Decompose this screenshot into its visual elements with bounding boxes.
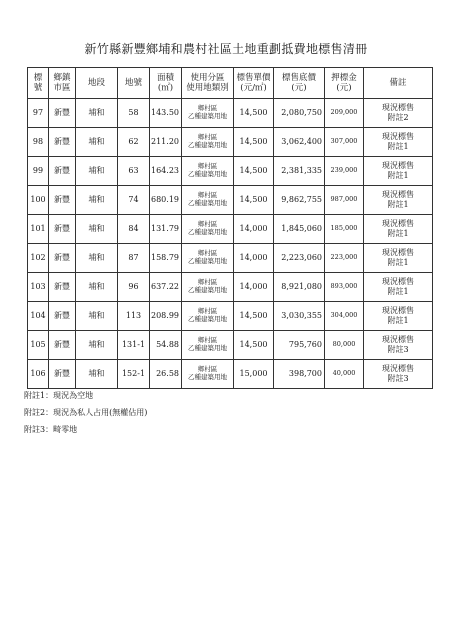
cell-no: 102 xyxy=(28,244,49,273)
cell-section: 埔和 xyxy=(76,273,118,302)
header-no xyxy=(28,68,49,99)
header-row xyxy=(28,68,433,99)
remark-note: 附註1 xyxy=(387,229,409,238)
land-use-label: 乙種建築用地 xyxy=(188,199,227,207)
cell-unit-price: 14,500 xyxy=(234,186,274,215)
cell-zone xyxy=(182,157,234,186)
cell-base-price: 398,700 xyxy=(274,360,325,389)
cell-area: 211.20 xyxy=(150,128,182,157)
cell-town: 新豐 xyxy=(49,302,76,331)
header-area-line1: 面積 xyxy=(156,72,174,83)
cell-lot: 63 xyxy=(118,157,150,186)
remark-status: 現況標售 xyxy=(382,277,414,287)
header-base-price-line1: 標售底價 xyxy=(281,72,316,83)
cell-remark xyxy=(364,273,433,302)
remark-status: 現況標售 xyxy=(382,190,414,200)
cell-base-price: 3,062,400 xyxy=(274,128,325,157)
cell-base-price: 3,030,355 xyxy=(274,302,325,331)
land-use-label: 乙種建築用地 xyxy=(188,344,227,352)
header-zone xyxy=(182,68,234,99)
cell-section: 埔和 xyxy=(76,157,118,186)
cell-no: 98 xyxy=(28,128,49,157)
land-use-label: 乙種建築用地 xyxy=(188,112,227,120)
remark-note: 附註1 xyxy=(387,200,409,209)
cell-remark xyxy=(364,244,433,273)
cell-town: 新豐 xyxy=(49,273,76,302)
table-row xyxy=(28,157,433,186)
cell-deposit: 304,000 xyxy=(325,302,364,331)
page-title: 新竹縣新豐鄉埔和農村社區土地重劃抵費地標售清冊 xyxy=(84,42,368,56)
cell-area: 143.50 xyxy=(150,99,182,128)
table-row xyxy=(28,244,433,273)
zone-label: 鄉村區 xyxy=(197,104,218,113)
cell-zone xyxy=(182,215,234,244)
cell-town: 新豐 xyxy=(49,128,76,157)
cell-no: 101 xyxy=(28,215,49,244)
cell-base-price: 8,921,080 xyxy=(274,273,325,302)
remark-note: 附註1 xyxy=(387,258,409,267)
remark-note: 附註1 xyxy=(387,287,409,296)
header-lot: 地號 xyxy=(118,68,150,99)
zone-label: 鄉村區 xyxy=(197,365,218,374)
cell-area: 637.22 xyxy=(150,273,182,302)
cell-no: 97 xyxy=(28,99,49,128)
remark-status: 現況標售 xyxy=(382,219,414,229)
header-zone-line1: 使用分區 xyxy=(190,72,225,83)
remark-status: 現況標售 xyxy=(382,248,414,258)
footnotes xyxy=(24,387,147,438)
land-use-label: 乙種建築用地 xyxy=(188,286,227,294)
cell-no: 100 xyxy=(28,186,49,215)
cell-deposit: 209,000 xyxy=(325,99,364,128)
cell-remark xyxy=(364,360,433,389)
table-row xyxy=(28,360,433,389)
cell-deposit: 80,000 xyxy=(325,331,364,360)
header-no-line2: 號 xyxy=(33,83,43,93)
cell-section: 埔和 xyxy=(76,244,118,273)
cell-base-price: 9,862,755 xyxy=(274,186,325,215)
land-use-label: 乙種建築用地 xyxy=(188,228,227,236)
cell-area: 208.99 xyxy=(150,302,182,331)
cell-deposit: 40,000 xyxy=(325,360,364,389)
cell-base-price: 1,845,060 xyxy=(274,215,325,244)
cell-base-price: 2,381,335 xyxy=(274,157,325,186)
cell-area: 131.79 xyxy=(150,215,182,244)
land-use-label: 乙種建築用地 xyxy=(188,170,227,178)
cell-town: 新豐 xyxy=(49,244,76,273)
zone-label: 鄉村區 xyxy=(197,278,218,287)
table-row xyxy=(28,128,433,157)
header-unit-price xyxy=(234,68,274,99)
cell-deposit: 185,000 xyxy=(325,215,364,244)
header-zone-line2: 使用地類別 xyxy=(186,83,229,93)
cell-unit-price: 14,000 xyxy=(234,215,274,244)
header-deposit xyxy=(325,68,364,99)
table-body xyxy=(28,99,433,389)
zone-label: 鄉村區 xyxy=(197,133,218,142)
remark-status: 現況標售 xyxy=(382,364,414,374)
header-area xyxy=(150,68,182,99)
cell-unit-price: 14,000 xyxy=(234,244,274,273)
header-town-line1: 鄉鎮 xyxy=(53,72,71,83)
cell-section: 埔和 xyxy=(76,99,118,128)
cell-lot: 113 xyxy=(118,302,150,331)
cell-unit-price: 14,500 xyxy=(234,331,274,360)
cell-remark xyxy=(364,99,433,128)
footnote-1: 附註1：現況為空地 xyxy=(24,391,94,400)
header-unit-price-line2: (元/㎡) xyxy=(240,83,267,93)
remark-status: 現況標售 xyxy=(382,306,414,316)
cell-lot: 84 xyxy=(118,215,150,244)
header-deposit-line2: (元) xyxy=(336,83,352,93)
cell-zone xyxy=(182,186,234,215)
land-use-label: 乙種建築用地 xyxy=(188,141,227,149)
cell-section: 埔和 xyxy=(76,186,118,215)
zone-label: 鄉村區 xyxy=(197,249,218,258)
cell-deposit: 307,000 xyxy=(325,128,364,157)
header-remark: 備註 xyxy=(364,68,433,99)
table-row xyxy=(28,273,433,302)
cell-no: 104 xyxy=(28,302,49,331)
cell-town: 新豐 xyxy=(49,186,76,215)
cell-area: 164.23 xyxy=(150,157,182,186)
cell-deposit: 987,000 xyxy=(325,186,364,215)
cell-lot: 58 xyxy=(118,99,150,128)
table-row xyxy=(28,331,433,360)
zone-label: 鄉村區 xyxy=(197,220,218,229)
header-section: 地段 xyxy=(76,68,118,99)
cell-town: 新豐 xyxy=(49,99,76,128)
remark-note: 附註1 xyxy=(387,171,409,180)
cell-area: 158.79 xyxy=(150,244,182,273)
cell-base-price: 795,760 xyxy=(274,331,325,360)
zone-label: 鄉村區 xyxy=(197,307,218,316)
cell-lot: 74 xyxy=(118,186,150,215)
cell-deposit: 223,000 xyxy=(325,244,364,273)
table-row xyxy=(28,186,433,215)
zone-label: 鄉村區 xyxy=(197,191,218,200)
cell-section: 埔和 xyxy=(76,215,118,244)
cell-unit-price: 14,500 xyxy=(234,302,274,331)
cell-section: 埔和 xyxy=(76,302,118,331)
cell-lot: 152-1 xyxy=(118,360,150,389)
cell-deposit: 893,000 xyxy=(325,273,364,302)
cell-no: 99 xyxy=(28,157,49,186)
remark-status: 現況標售 xyxy=(382,335,414,345)
cell-lot: 96 xyxy=(118,273,150,302)
header-unit-price-line1: 標售單價 xyxy=(236,72,271,83)
cell-unit-price: 14,500 xyxy=(234,157,274,186)
cell-area: 26.58 xyxy=(150,360,182,389)
header-base-price-line2: (元) xyxy=(291,83,307,93)
cell-zone xyxy=(182,128,234,157)
header-no-line1: 標 xyxy=(33,72,43,83)
cell-no: 105 xyxy=(28,331,49,360)
cell-area: 680.19 xyxy=(150,186,182,215)
cell-town: 新豐 xyxy=(49,215,76,244)
cell-town: 新豐 xyxy=(49,157,76,186)
cell-lot: 131-1 xyxy=(118,331,150,360)
land-use-label: 乙種建築用地 xyxy=(188,315,227,323)
remark-note: 附註1 xyxy=(387,316,409,325)
remark-note: 附註3 xyxy=(387,374,409,383)
cell-remark xyxy=(364,331,433,360)
cell-no: 103 xyxy=(28,273,49,302)
footnote-2: 附註2：現況為私人占用(無權佔用) xyxy=(24,408,148,417)
cell-zone xyxy=(182,99,234,128)
header-area-line2: (㎡) xyxy=(157,83,174,93)
cell-remark xyxy=(364,157,433,186)
header-base-price xyxy=(274,68,325,99)
cell-remark xyxy=(364,186,433,215)
remark-status: 現況標售 xyxy=(382,103,414,113)
cell-remark xyxy=(364,302,433,331)
remark-note: 附註1 xyxy=(387,142,409,151)
cell-town: 新豐 xyxy=(49,360,76,389)
cell-no: 106 xyxy=(28,360,49,389)
cell-zone xyxy=(182,244,234,273)
cell-zone xyxy=(182,273,234,302)
header-deposit-line1: 押標金 xyxy=(331,72,357,83)
remark-status: 現況標售 xyxy=(382,132,414,142)
cell-unit-price: 14,500 xyxy=(234,99,274,128)
table-row xyxy=(28,302,433,331)
cell-lot: 62 xyxy=(118,128,150,157)
cell-town: 新豐 xyxy=(49,331,76,360)
cell-unit-price: 15,000 xyxy=(234,360,274,389)
header-town xyxy=(49,68,76,99)
cell-remark xyxy=(364,215,433,244)
cell-zone xyxy=(182,360,234,389)
remark-note: 附註2 xyxy=(387,113,409,122)
cell-zone xyxy=(182,331,234,360)
cell-unit-price: 14,000 xyxy=(234,273,274,302)
zone-label: 鄉村區 xyxy=(197,336,218,345)
land-use-label: 乙種建築用地 xyxy=(188,373,227,381)
remark-status: 現況標售 xyxy=(382,161,414,171)
table-row xyxy=(28,215,433,244)
footnote-3: 附註3：畸零地 xyxy=(24,425,78,434)
land-use-label: 乙種建築用地 xyxy=(188,257,227,265)
cell-deposit: 239,000 xyxy=(325,157,364,186)
cell-section: 埔和 xyxy=(76,128,118,157)
cell-section: 埔和 xyxy=(76,360,118,389)
cell-unit-price: 14,500 xyxy=(234,128,274,157)
table-row xyxy=(28,99,433,128)
cell-section: 埔和 xyxy=(76,331,118,360)
cell-base-price: 2,080,750 xyxy=(274,99,325,128)
cell-base-price: 2,223,060 xyxy=(274,244,325,273)
cell-lot: 87 xyxy=(118,244,150,273)
zone-label: 鄉村區 xyxy=(197,162,218,171)
land-sale-table xyxy=(27,67,433,389)
remark-note: 附註3 xyxy=(387,345,409,354)
cell-remark xyxy=(364,128,433,157)
cell-zone xyxy=(182,302,234,331)
cell-area: 54.88 xyxy=(150,331,182,360)
header-town-line2: 市區 xyxy=(53,83,71,93)
